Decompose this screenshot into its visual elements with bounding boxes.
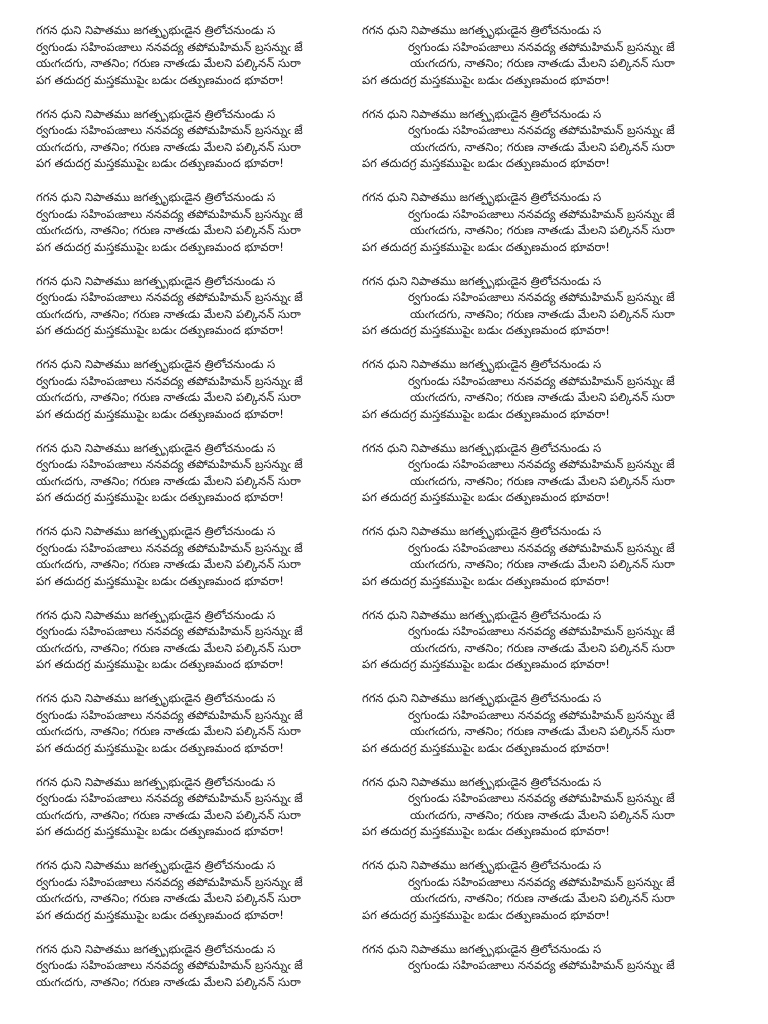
verse-line: పగ తదుదగ్ర మస్తకముపైఁ బడుఁ దత్పుణమంద భూవరా!: [362, 72, 610, 87]
verse-line: ర్వగుండు సహింపఁజాలు ననవద్య తపోమహిమన్ బ్రసన్నుఁ జే: [36, 39, 303, 54]
verse-line: పగ తదుదగ్ర మస్తకముపైఁ బడుఁ దత్పుణమంద భూవరా!: [362, 156, 610, 170]
verse-line: యఁగఁదగు, నాతనిం; గరుణ నాతఁడు మేలని పల్కినన్ సురా: [36, 306, 301, 321]
verse-line: గగన ధుని నిపాతము జగత్పృభుఁడైన త్రిలోచనుండు స: [36, 858, 276, 872]
verse-line: పగ తదుదగ్ర మస్తకముపైఁ బడుఁ దత్పుణమంద భూవరా!: [36, 824, 284, 838]
verse-line: యఁగఁదగు, నాతనిం; గరుణ నాతఁడు మేలని పల్కినన్ సురా: [410, 223, 675, 237]
verse-line: యఁగఁదగు, నాతనిం; గరుణ నాతఁడు మేలని పల్కినన్ సురా: [410, 724, 675, 738]
verse-line: గగన ధుని నిపాతము జగత్పృభుఁడైన త్రిలోచనుండు స: [36, 190, 276, 204]
verse-line: గగన ధుని నిపాతము జగత్పృభుఁడైన త్రిలోచనుండు స: [362, 524, 602, 538]
verse-stanza: [36, 273, 356, 357]
verse-line: పగ తదుదగ్ర మస్తకముపైఁ బడుఁ దత్పుణమంద భూవరా!: [362, 740, 610, 755]
verse-stanza: [362, 774, 714, 858]
verse-line: యఁగఁదగు, నాతనిం; గరుణ నాతఁడు మేలని పల్కినన్ సురా: [36, 390, 301, 404]
verse-line: యఁగఁదగు, నాతనిం; గరుణ నాతఁడు మేలని పల్కినన్ సురా: [36, 891, 301, 905]
verse-line: ర్వగుండు సహింపఁజాలు ననవద్య తపోమహిమన్ బ్రసన్నుఁ జే: [408, 624, 675, 638]
verse-stanza: [362, 356, 714, 440]
verse-stanza: [36, 106, 356, 190]
verse-stanza: [36, 356, 356, 440]
verse-line: యఁగఁదగు, నాతనిం; గరుణ నాతఁడు మేలని పల్కినన్ సురా: [36, 640, 301, 655]
verse-line: ర్వగుండు సహింపఁజాలు ననవద్య తపోమహిమన్ బ్రసన్నుఁ జే: [408, 457, 675, 471]
verse-stanza: [362, 523, 714, 607]
verse-line: గగన ధుని నిపాతము జగత్పృభుఁడైన త్రిలోచనుండు స: [362, 941, 602, 956]
verse-line: యఁగఁదగు, నాతనిం; గరుణ నాతఁడు మేలని పల్కినన్ సురా: [36, 974, 301, 989]
verse-line: గగన ధుని నిపాతము జగత్పృభుఁడైన త్రిలోచనుండు స: [362, 440, 602, 455]
verse-line: యఁగఁదగు, నాతనిం; గరుణ నాతఁడు మేలని పల్కినన్ సురా: [36, 56, 301, 70]
verse-line: ర్వగుండు సహింపఁజాలు ననవద్య తపోమహిమన్ బ్రసన్నుఁ జే: [408, 791, 675, 805]
verse-line: యఁగఁదగు, నాతనిం; గరుణ నాతఁడు మేలని పల్కినన్ సురా: [36, 557, 301, 571]
verse-line: ర్వగుండు సహింపఁజాలు ననవద్య తపోమహిమన్ బ్రసన్నుఁ జే: [408, 290, 675, 304]
verse-line: గగన ధుని నిపాతము జగత్పృభుఁడైన త్రిలోచనుండు స: [362, 774, 602, 789]
verse-line: గగన ధుని నిపాతము జగత్పృభుఁడైన త్రిలోచనుండు స: [362, 23, 602, 37]
verse-line: యఁగఁదగు, నాతనిం; గరుణ నాతఁడు మేలని పల్కినన్ సురా: [36, 724, 301, 738]
verse-line: గగన ధుని నిపాతము జగత్పృభుఁడైన త్రిలోచనుండు స: [36, 607, 276, 622]
verse-stanza: [362, 273, 714, 357]
verse-line: పగ తదుదగ్ర మస్తకముపైఁ బడుఁ దత్పుణమంద భూవరా!: [362, 657, 610, 671]
verse-line: గగన ధుని నిపాతము జగత్పృభుఁడైన త్రిలోచనుండు స: [36, 941, 276, 956]
verse-stanza: [36, 857, 356, 941]
verse-line: గగన ధుని నిపాతము జగత్పృభుఁడైన త్రిలోచనుండు స: [362, 106, 602, 121]
verse-line: ర్వగుండు సహింపఁజాలు ననవద్య తపోమహిమన్ బ్రసన్నుఁ జే: [36, 958, 303, 972]
verse-stanza: [362, 440, 714, 524]
verse-line: పగ తదుదగ్ర మస్తకముపైఁ బడుఁ దత్పుణమంద భూవరా!: [36, 323, 284, 337]
verse-line: గగన ధుని నిపాతము జగత్పృభుఁడైన త్రిలోచనుండు స: [362, 357, 602, 371]
verse-line: యఁగఁదగు, నాతనిం; గరుణ నాతఁడు మేలని పల్కినన్ సురా: [410, 139, 675, 154]
verse-line: గగన ధుని నిపాతము జగత్పృభుఁడైన త్రిలోచనుండు స: [36, 357, 276, 371]
verse-line: ర్వగుండు సహింపఁజాలు ననవద్య తపోమహిమన్ బ్రసన్నుఁ జే: [408, 540, 675, 555]
verse-line: యఁగఁదగు, నాతనిం; గరుణ నాతఁడు మేలని పల్కినన్ సురా: [36, 223, 301, 237]
verse-stanza: [36, 774, 356, 858]
verse-line: ర్వగుండు సహింపఁజాలు ననవద్య తపోమహిమన్ బ్రసన్నుఁ జే: [408, 874, 675, 889]
verse-line: గగన ధుని నిపాతము జగత్పృభుఁడైన త్రిలోచనుండు స: [36, 273, 276, 288]
verse-stanza: [362, 106, 714, 190]
verse-line: ర్వగుండు సహింపఁజాలు ననవద్య తపోమహిమన్ బ్రసన్నుఁ జే: [36, 290, 303, 304]
verse-line: పగ తదుదగ్ర మస్తకముపైఁ బడుఁ దత్పుణమంద భూవరా!: [362, 239, 610, 254]
verse-stanza: [36, 440, 356, 524]
verse-line: ర్వగుండు సహింపఁజాలు ననవద్య తపోమహిమన్ బ్రసన్నుఁ జే: [36, 373, 303, 388]
verse-line: యఁగఁదగు, నాతనిం; గరుణ నాతఁడు మేలని పల్కినన్ సురా: [410, 891, 675, 905]
verse-line: గగన ధుని నిపాతము జగత్పృభుఁడైన త్రిలోచనుండు స: [362, 607, 602, 622]
verse-line: ర్వగుండు సహింపఁజాలు ననవద్య తపోమహిమన్ బ్రసన్నుఁ జే: [36, 791, 303, 805]
verse-line: ర్వగుండు సహింపఁజాలు ననవద్య తపోమహిమన్ బ్రసన్నుఁ జే: [36, 624, 303, 638]
verse-line: యఁగఁదగు, నాతనిం; గరుణ నాతఁడు మేలని పల్కినన్ సురా: [410, 390, 675, 404]
verse-line: ర్వగుండు సహింపఁజాలు ననవద్య తపోమహిమన్ బ్రసన్నుఁ జే: [408, 373, 675, 388]
verse-line: పగ తదుదగ్ర మస్తకముపైఁ బడుఁ దత్పుణమంద భూవరా!: [362, 490, 610, 504]
verse-stanza: [362, 941, 714, 1024]
verse-stanza: [36, 607, 356, 691]
verse-stanza: [362, 690, 714, 774]
verse-line: ర్వగుండు సహింపఁజాలు ననవద్య తపోమహిమన్ బ్రసన్నుఁ జే: [36, 123, 303, 137]
right-column: [362, 22, 714, 1024]
verse-stanza: [36, 22, 356, 106]
left-column: [36, 22, 356, 1024]
verse-line: పగ తదుదగ్ర మస్తకముపైఁ బడుఁ దత్పుణమంద భూవరా!: [36, 573, 284, 588]
verse-line: ర్వగుండు సహింపఁజాలు ననవద్య తపోమహిమన్ బ్రసన్నుఁ జే: [36, 707, 303, 722]
verse-line: పగ తదుదగ్ర మస్తకముపైఁ బడుఁ దత్పుణమంద భూవరా!: [36, 156, 284, 170]
verse-line: యఁగఁదగు, నాతనిం; గరుణ నాతఁడు మేలని పల్కినన్ సురా: [410, 640, 675, 655]
verse-line: పగ తదుదగ్ర మస్తకముపైఁ బడుఁ దత్పుణమంద భూవరా!: [36, 740, 284, 755]
verse-line: పగ తదుదగ్ర మస్తకముపైఁ బడుఁ దత్పుణమంద భూవరా!: [36, 490, 284, 504]
verse-stanza: [36, 690, 356, 774]
verse-line: గగన ధుని నిపాతము జగత్పృభుఁడైన త్రిలోచనుండు స: [362, 858, 602, 872]
verse-stanza: [36, 941, 356, 1024]
verse-line: ర్వగుండు సహింపఁజాలు ననవద్య తపోమహిమన్ బ్రసన్నుఁ జే: [36, 540, 303, 555]
verse-line: గగన ధుని నిపాతము జగత్పృభుఁడైన త్రిలోచనుండు స: [36, 691, 276, 705]
verse-line: యఁగఁదగు, నాతనిం; గరుణ నాతఁడు మేలని పల్కినన్ సురా: [410, 807, 675, 822]
verse-line: గగన ధుని నిపాతము జగత్పృభుఁడైన త్రిలోచనుండు స: [362, 691, 602, 705]
verse-line: పగ తదుదగ్ర మస్తకముపైఁ బడుఁ దత్పుణమంద భూవరా!: [362, 406, 610, 421]
verse-line: గగన ధుని నిపాతము జగత్పృభుఁడైన త్రిలోచనుండు స: [362, 273, 602, 288]
verse-line: గగన ధుని నిపాతము జగత్పృభుఁడైన త్రిలోచనుండు స: [36, 106, 276, 121]
verse-line: ర్వగుండు సహింపఁజాలు ననవద్య తపోమహిమన్ బ్రసన్నుఁ జే: [408, 707, 675, 722]
verse-line: యఁగఁదగు, నాతనిం; గరుణ నాతఁడు మేలని పల్కినన్ సురా: [36, 473, 301, 488]
verse-line: పగ తదుదగ్ర మస్తకముపైఁ బడుఁ దత్పుణమంద భూవరా!: [362, 824, 610, 838]
verse-line: పగ తదుదగ్ర మస్తకముపైఁ బడుఁ దత్పుణమంద భూవరా!: [362, 323, 610, 337]
verse-stanza: [362, 607, 714, 691]
verse-line: గగన ధుని నిపాతము జగత్పృభుఁడైన త్రిలోచనుండు స: [36, 524, 276, 538]
verse-stanza: [362, 22, 714, 106]
verse-line: ర్వగుండు సహింపఁజాలు ననవద్య తపోమహిమన్ బ్రసన్నుఁ జే: [408, 123, 675, 137]
verse-line: యఁగఁదగు, నాతనిం; గరుణ నాతఁడు మేలని పల్కినన్ సురా: [410, 473, 675, 488]
verse-line: పగ తదుదగ్ర మస్తకముపైఁ బడుఁ దత్పుణమంద భూవరా!: [36, 406, 284, 421]
verse-line: ర్వగుండు సహింపఁజాలు ననవద్య తపోమహిమన్ బ్రసన్నుఁ జే: [36, 206, 303, 221]
verse-line: యఁగఁదగు, నాతనిం; గరుణ నాతఁడు మేలని పల్కినన్ సురా: [410, 56, 675, 70]
verse-line: పగ తదుదగ్ర మస్తకముపైఁ బడుఁ దత్పుణమంద భూవరా!: [362, 573, 610, 588]
verse-line: గగన ధుని నిపాతము జగత్పృభుఁడైన త్రిలోచనుండు స: [36, 440, 276, 455]
verse-line: ర్వగుండు సహింపఁజాలు ననవద్య తపోమహిమన్ బ్రసన్నుఁ జే: [36, 457, 303, 471]
verse-line: ర్వగుండు సహింపఁజాలు ననవద్య తపోమహిమన్ బ్రసన్నుఁ జే: [36, 874, 303, 889]
verse-line: పగ తదుదగ్ర మస్తకముపైఁ బడుఁ దత్పుణమంద భూవరా!: [36, 72, 284, 87]
verse-stanza: [362, 189, 714, 273]
verse-line: ర్వగుండు సహింపఁజాలు ననవద్య తపోమహిమన్ బ్రసన్నుఁ జే: [408, 958, 675, 972]
verse-line: పగ తదుదగ్ర మస్తకముపైఁ బడుఁ దత్పుణమంద భూవరా!: [362, 907, 610, 922]
verse-line: యఁగఁదగు, నాతనిం; గరుణ నాతఁడు మేలని పల్కినన్ సురా: [36, 807, 301, 822]
verse-line: యఁగఁదగు, నాతనిం; గరుణ నాతఁడు మేలని పల్కినన్ సురా: [410, 306, 675, 321]
verse-line: గగన ధుని నిపాతము జగత్పృభుఁడైన త్రిలోచనుండు స: [36, 23, 276, 37]
verse-line: ర్వగుండు సహింపఁజాలు ననవద్య తపోమహిమన్ బ్రసన్నుఁ జే: [408, 39, 675, 54]
verse-stanza: [36, 189, 356, 273]
verse-line: గగన ధుని నిపాతము జగత్పృభుఁడైన త్రిలోచనుండు స: [36, 774, 276, 789]
verse-stanza: [36, 523, 356, 607]
verse-line: యఁగఁదగు, నాతనిం; గరుణ నాతఁడు మేలని పల్కినన్ సురా: [410, 557, 675, 571]
verse-line: ర్వగుండు సహింపఁజాలు ననవద్య తపోమహిమన్ బ్రసన్నుఁ జే: [408, 206, 675, 221]
verse-line: యఁగఁదగు, నాతనిం; గరుణ నాతఁడు మేలని పల్కినన్ సురా: [36, 139, 301, 154]
verse-stanza: [362, 857, 714, 941]
verse-line: పగ తదుదగ్ర మస్తకముపైఁ బడుఁ దత్పుణమంద భూవరా!: [36, 239, 284, 254]
verse-line: గగన ధుని నిపాతము జగత్పృభుఁడైన త్రిలోచనుండు స: [362, 190, 602, 204]
verse-line: పగ తదుదగ్ర మస్తకముపైఁ బడుఁ దత్పుణమంద భూవరా!: [36, 907, 284, 922]
verse-line: పగ తదుదగ్ర మస్తకముపైఁ బడుఁ దత్పుణమంద భూవరా!: [36, 657, 284, 671]
